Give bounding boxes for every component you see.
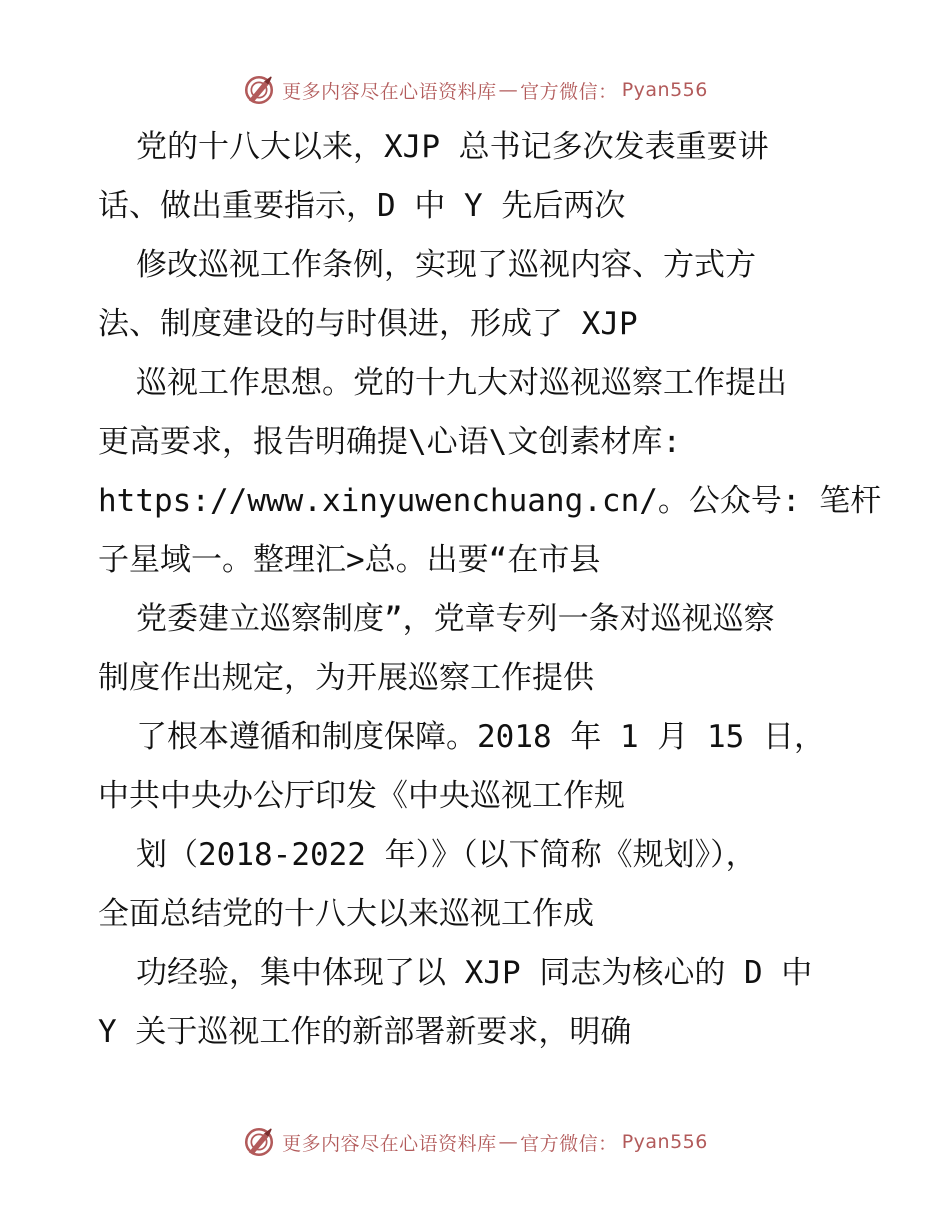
footer-banner-wechat-label: 官方微信：: [520, 1132, 618, 1155]
body-line: 了根本遵循和制度保障。2018 年 1 月 15 日，: [136, 719, 825, 755]
pen-nib-logo-icon: [242, 73, 276, 107]
footer-banner-handle: Pyan556: [621, 1131, 708, 1153]
body-line: 修改巡视工作条例，实现了巡视内容、方式方: [136, 247, 756, 283]
body-line: Y 关于巡视工作的新部署新要求，明确: [98, 1014, 632, 1050]
body-line: 功经验，集中体现了以 XJP 同志为核心的 D 中: [136, 955, 813, 991]
footer-banner: [0, 1122, 950, 1162]
header-banner: [0, 70, 950, 110]
body-line: 法、制度建设的与时俱进，形成了 XJP: [98, 306, 638, 342]
body-line: 党委建立巡察制度”，党章专列一条对巡视巡察: [136, 601, 775, 637]
footer-banner-brand: 更多内容尽在心语资料库: [282, 1132, 497, 1155]
header-banner-wechat-label: 官方微信：: [520, 80, 618, 103]
pen-nib-logo-icon: [242, 1125, 276, 1159]
body-line: 巡视工作思想。党的十九大对巡视巡察工作提出: [136, 365, 787, 401]
body-line: 党的十八大以来，XJP 总书记多次发表重要讲: [136, 129, 769, 165]
body-line: 制度作出规定，为开展巡察工作提供: [98, 660, 594, 696]
footer-banner-separator: —: [498, 1131, 519, 1153]
document-body: [98, 118, 882, 1062]
body-line: 中共中央办公厅印发《中央巡视工作规: [98, 778, 625, 814]
body-line: 更高要求，报告明确提\心语\文创素材库:: [98, 424, 681, 460]
body-line: 划（2018-2022 年）》（以下简称《规划》），: [136, 837, 757, 873]
header-banner-brand: 更多内容尽在心语资料库: [282, 80, 497, 103]
body-line: 话、做出重要指示，D 中 Y 先后两次: [98, 188, 626, 224]
header-banner-handle: Pyan556: [621, 79, 708, 101]
body-line: https://www.xinyuwenchuang.cn/。公众号: 笔杆: [98, 483, 882, 519]
body-line: 子星域一。整理汇>总。出要“在市县: [98, 542, 601, 578]
body-line: 全面总结党的十八大以来巡视工作成: [98, 896, 594, 932]
header-banner-separator: —: [498, 79, 519, 101]
